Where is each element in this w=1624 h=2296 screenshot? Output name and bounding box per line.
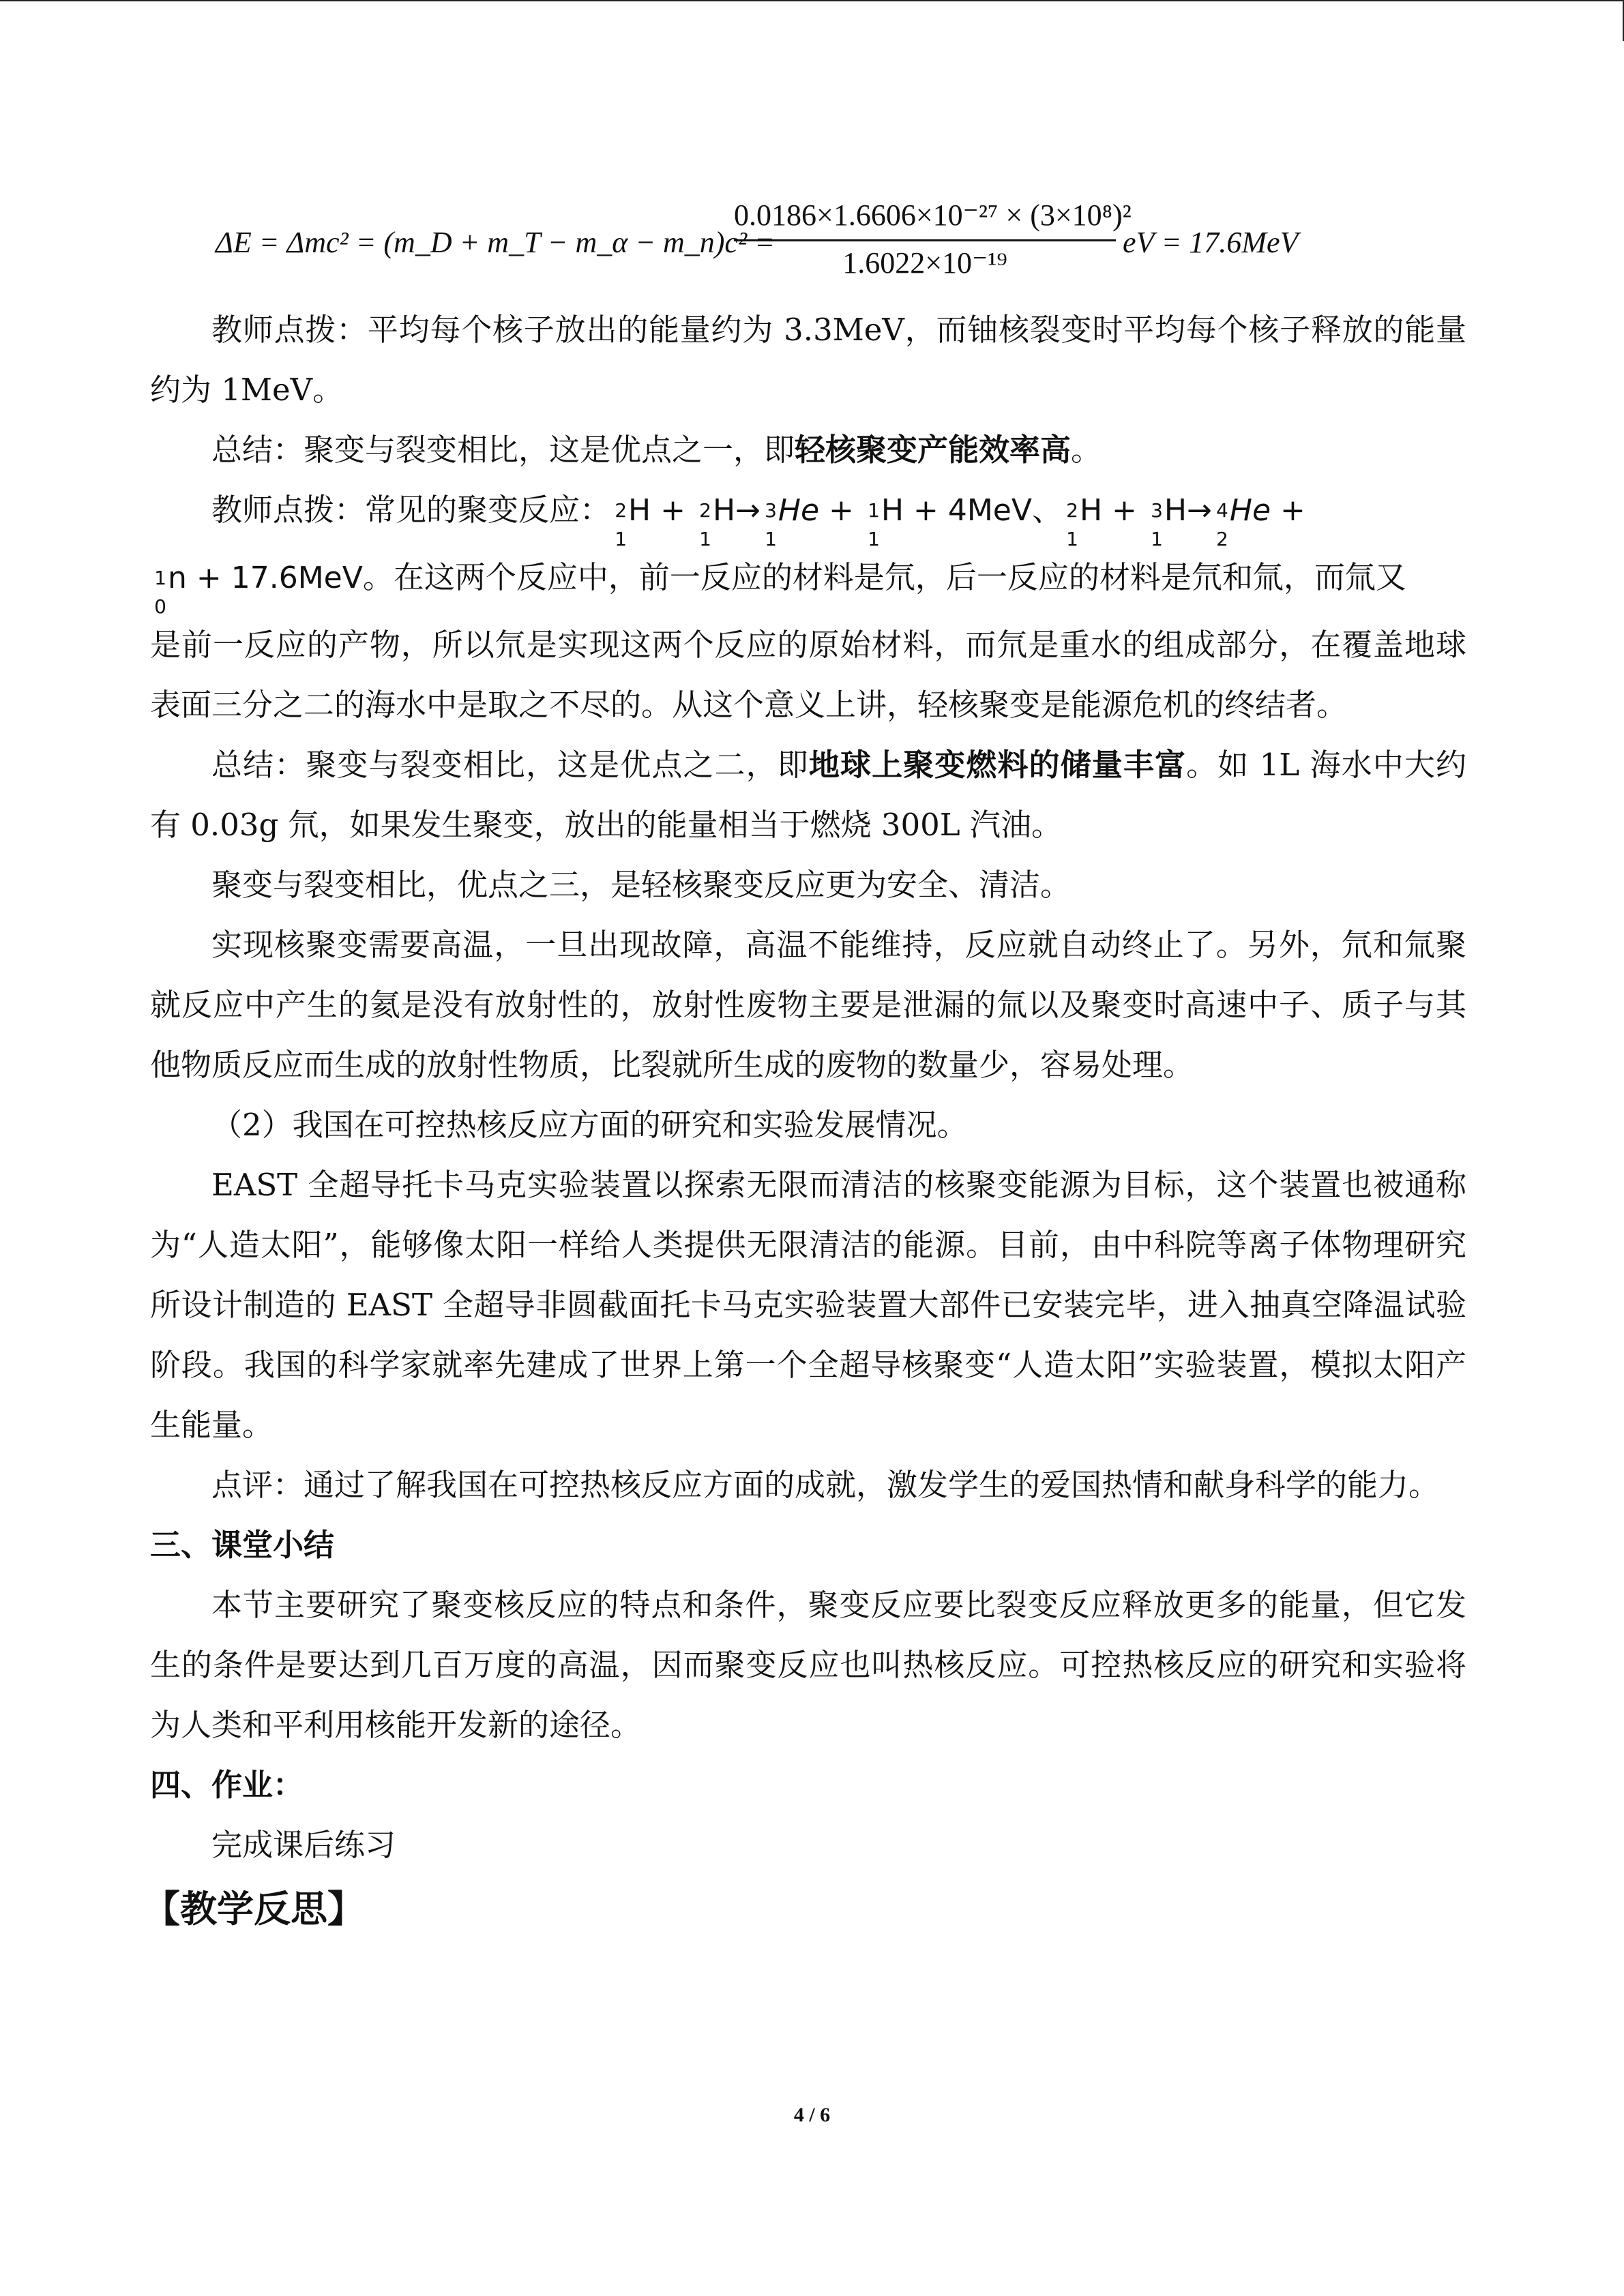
isotope-label: 3 1 bbox=[1151, 499, 1163, 550]
paragraph-deuterium-source: 是前一反应的产物，所以氘是实现这两个反应的原始材料，而氘是重水的组成部分，在覆盖地球表面三分之二的海水中是取之不尽的。从这个意义上讲，轻核聚变是能源危机的终结者。 bbox=[150, 627, 1466, 723]
paragraph-east-device: EAST 全超导托卡马克实验装置以探索无限而清洁的核聚变能源为目标，这个装置也被通称为“人造太阳”，能够像太阳一样给人类提供无限清洁的能源。目前，由中科院等离子体物理研究所设计制造的 EAST 全超导非圆截面托卡马克实验装置大部件已安装完毕，进入抽真空降温试验阶段。我国的科学家就率先建成了世界上第一个全超导核聚变“人造太阳”实验装置，模拟太阳产生能量。 bbox=[150, 1167, 1466, 1443]
text-span: H + bbox=[628, 493, 695, 528]
formula-rhs: eV = 17.6MeV bbox=[1123, 226, 1299, 259]
section-heading-reflection: 【教学反思】 bbox=[143, 1888, 364, 1930]
text-span: 总结：聚变与裂变相比，这是优点之一，即 bbox=[211, 432, 795, 468]
bold-advantage-one: 轻核聚变产能效率高 bbox=[795, 432, 1072, 468]
isotope-label: 2 1 bbox=[615, 499, 628, 550]
neutron-term bbox=[150, 561, 363, 618]
formula-denominator: 1.6022×10⁻¹⁹ bbox=[842, 246, 1007, 280]
text-span: He + bbox=[778, 493, 863, 528]
text-span: 。如 1L 海水中大约有 0.03g 氘，如果发生聚变，放出的能量相当于燃烧 300L 汽油。 bbox=[150, 747, 1466, 843]
bold-advantage-two: 地球上聚变燃料的储量丰富 bbox=[808, 747, 1187, 783]
isotope-label: 3 1 bbox=[765, 499, 777, 550]
paragraph-safety: 实现核聚变需要高温，一旦出现故障，高温不能维持，反应就自动终止了。另外，氘和氚聚就反应中产生的氦是没有放射性的，放射性废物主要是泄漏的氚以及聚变时高速中子、质子与其他物质反应而生成的放射性物质，比裂就所生成的废物的数量少，容易处理。 bbox=[150, 927, 1466, 1083]
page-content bbox=[143, 198, 1466, 1943]
page-number: 4 / 6 bbox=[793, 2104, 831, 2126]
paragraph-summary: 本节主要研究了聚变核反应的特点和条件，聚变反应要比裂变反应释放更多的能量，但它发生的条件是要达到几百万度的高温，因而聚变反应也叫热核反应。可控热核反应的研究和实验将为人类和平利用核能开发新的途径。 bbox=[150, 1587, 1466, 1743]
isotope-label: 1 0 bbox=[154, 567, 166, 618]
section-heading-summary: 三、课堂小结 bbox=[150, 1527, 335, 1563]
isotope-label: 1 1 bbox=[868, 499, 880, 550]
isotope-label: 4 2 bbox=[1216, 499, 1228, 550]
text-span: H→ bbox=[712, 493, 761, 528]
text-span: n + 17.6MeV bbox=[168, 561, 363, 595]
isotope-label: 2 1 bbox=[1066, 499, 1078, 550]
text-span: 总结：聚变与裂变相比，这是优点之二，即 bbox=[211, 747, 809, 783]
text-span: 。在这两个反应中，前一反应的材料是氘，后一反应的材料是氘和氚，而氚又 bbox=[362, 559, 1406, 595]
text-span: 教师点拨：常见的聚变反应： bbox=[211, 492, 611, 528]
energy-formula bbox=[216, 198, 1466, 300]
text-span: He + bbox=[1229, 493, 1305, 528]
text-span: H→ bbox=[1164, 493, 1212, 528]
text-span: 。 bbox=[1071, 432, 1102, 468]
paragraph-comment: 点评：通过了解我国在可控热核反应方面的成就，激发学生的爱国热情和献身科学的能力。 bbox=[211, 1467, 1440, 1503]
reaction-one bbox=[610, 493, 1062, 550]
formula-numerator: 0.0186×1.6606×10⁻²⁷ × (3×10⁸)² bbox=[734, 198, 1116, 241]
text-span: H + bbox=[1079, 493, 1147, 528]
reaction-two bbox=[1062, 493, 1305, 550]
section-heading-homework: 四、作业： bbox=[150, 1767, 304, 1803]
paragraph-advantage-three: 聚变与裂变相比，优点之三，是轻核聚变反应更为安全、清洁。 bbox=[211, 867, 1072, 903]
paragraph-advantage-one bbox=[150, 420, 1466, 480]
top-border-line bbox=[0, 0, 1624, 1]
formula-lhs: ΔE = Δmc² = (m_D + m_T − m_α − m_n)c² = bbox=[216, 226, 775, 259]
paragraph-china-research: （2）我国在可控热核反应方面的研究和实验发展情况。 bbox=[211, 1107, 968, 1143]
text-span: H + 4MeV、 bbox=[881, 493, 1062, 528]
paragraph-energy-per-nucleon: 教师点拨：平均每个核子放出的能量约为 3.3MeV，而铀核裂变时平均每个核子释放的能量约为 1MeV。 bbox=[150, 312, 1466, 408]
paragraph-homework: 完成课后练习 bbox=[211, 1827, 396, 1863]
formula-fraction bbox=[734, 198, 1132, 280]
paragraph-advantage-two bbox=[150, 735, 1466, 855]
isotope-label: 2 1 bbox=[699, 499, 711, 550]
paragraph-fusion-reactions bbox=[150, 480, 1466, 550]
